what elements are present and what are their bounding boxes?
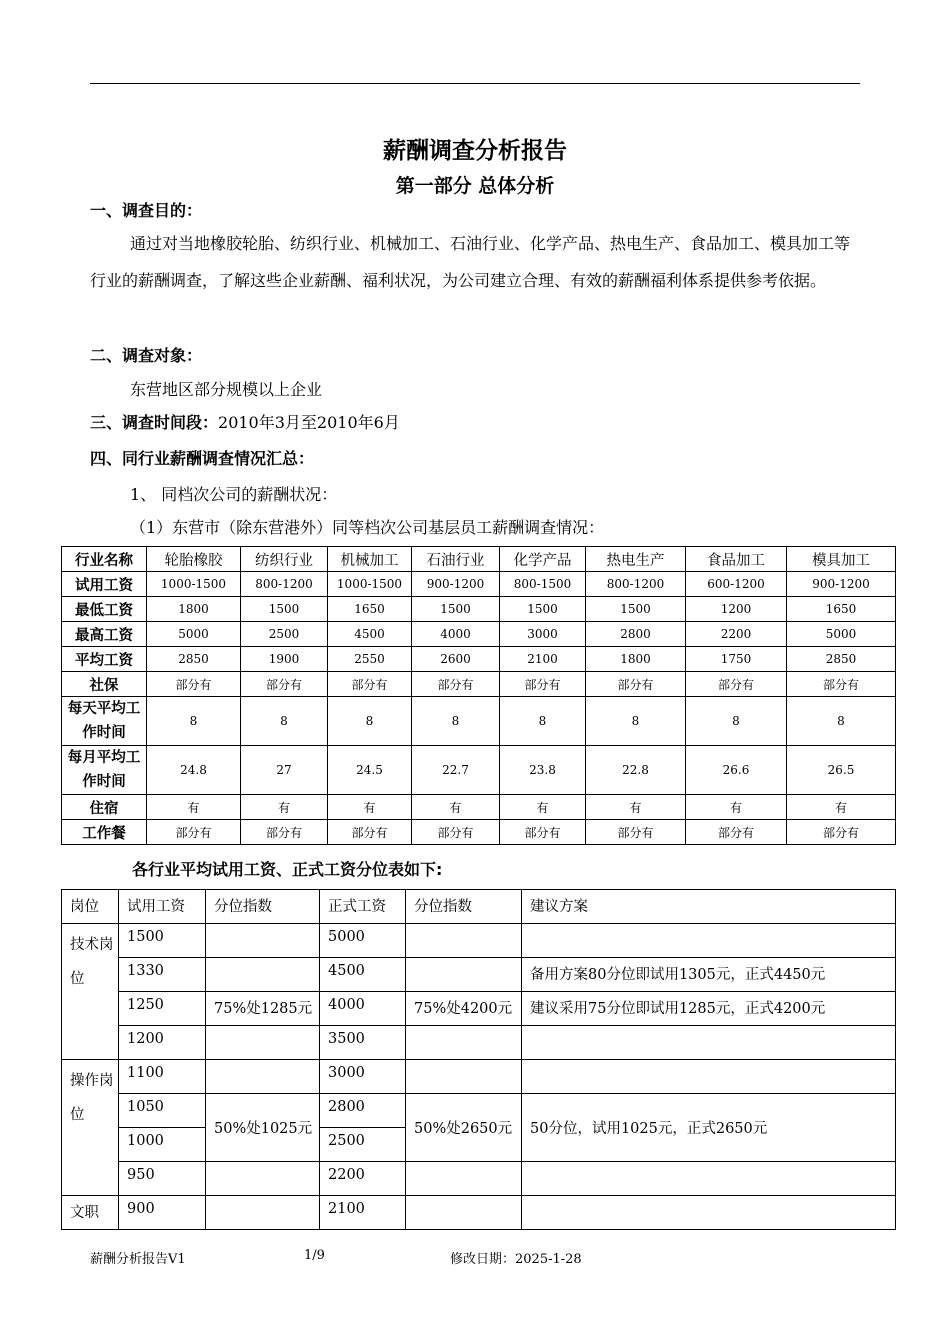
table1-header-cell: 纺织行业 (241, 547, 328, 572)
table1-cell: 部分有 (586, 820, 686, 845)
document-subtitle: 第一部分 总体分析 (395, 175, 555, 197)
table1-cell: 8 (328, 697, 412, 746)
table1-cell: 部分有 (586, 672, 686, 697)
table1-cell: 8 (787, 697, 896, 746)
table1-cell: 4000 (412, 622, 500, 647)
table1-cell: 部分有 (686, 672, 787, 697)
empty-cell (206, 1026, 320, 1060)
formal-salary-cell: 3000 (320, 1060, 406, 1094)
table1-row (62, 597, 896, 622)
trial-salary-cell: 1100 (119, 1060, 206, 1094)
document-title: 薪酬调查分析报告 (383, 138, 567, 164)
footer-date (450, 1248, 582, 1267)
table1-header-cell: 行业名称 (62, 547, 147, 572)
table1-header-cell: 热电生产 (586, 547, 686, 572)
table1-row (62, 697, 896, 746)
formal-salary-cell: 4500 (320, 958, 406, 992)
table1-cell: 2600 (412, 647, 500, 672)
table1-cell: 部分有 (787, 820, 896, 845)
table1-row-label: 试用工资 (62, 572, 147, 597)
formal-salary-cell: 2800 (320, 1094, 406, 1128)
table1-cell: 8 (147, 697, 241, 746)
empty-cell (406, 1026, 522, 1060)
table1-cell: 1500 (586, 597, 686, 622)
table1-cell: 1800 (147, 597, 241, 622)
table2-row (62, 1094, 896, 1128)
empty-cell (522, 1060, 896, 1094)
table1-cell: 部分有 (328, 820, 412, 845)
table1-cell: 800-1500 (500, 572, 586, 597)
table1-cell: 22.7 (412, 746, 500, 795)
table1-cell: 1750 (686, 647, 787, 672)
table1-cell: 900-1200 (787, 572, 896, 597)
table1-cell: 2200 (686, 622, 787, 647)
section-3-heading: 三、调查时间段： (90, 413, 219, 432)
table1-cell: 600-1200 (686, 572, 787, 597)
table1-cell: 2500 (241, 622, 328, 647)
empty-cell (206, 1162, 320, 1196)
table1-cell: 3000 (500, 622, 586, 647)
table1-cell: 部分有 (412, 820, 500, 845)
industry-salary-table (61, 546, 896, 845)
table2-caption: 各行业平均试用工资、正式工资分位表如下: (132, 860, 443, 879)
table1-cell: 部分有 (147, 672, 241, 697)
table1-cell: 2800 (586, 622, 686, 647)
table2-row (62, 1026, 896, 1060)
table1-cell: 27 (241, 746, 328, 795)
footer-date-label: 修改日期： (450, 1252, 516, 1267)
table2-row (62, 958, 896, 992)
table1-cell: 2850 (147, 647, 241, 672)
table1-cell: 2100 (500, 647, 586, 672)
table1-row-label: 工作餐 (62, 820, 147, 845)
group-label-op: 操作岗位 (62, 1060, 119, 1196)
table1-row (62, 647, 896, 672)
table1-cell: 有 (586, 795, 686, 820)
empty-cell (406, 1162, 522, 1196)
trial-index-50-cell: 50%处1025元 (206, 1094, 320, 1162)
table1-cell: 有 (500, 795, 586, 820)
section-4-heading: 四、同行业薪酬调查情况汇总： (90, 449, 315, 468)
table1-cell: 1900 (241, 647, 328, 672)
table1-cell: 26.5 (787, 746, 896, 795)
plan-backup-cell: 备用方案80分位即试用1305元，正式4450元 (522, 958, 896, 992)
table1-row-label: 每天平均工作时间 (62, 697, 147, 746)
table1-cell: 8 (500, 697, 586, 746)
table1-row-label: 最高工资 (62, 622, 147, 647)
table1-header-cell: 模具加工 (787, 547, 896, 572)
table1-row-label: 住宿 (62, 795, 147, 820)
table2-header: 分位指数 (406, 890, 522, 924)
empty-cell (206, 958, 320, 992)
table1-row (62, 795, 896, 820)
trial-salary-cell: 1050 (119, 1094, 206, 1128)
table1-header-cell: 化学产品 (500, 547, 586, 572)
table1-header-cell: 食品加工 (686, 547, 787, 572)
section-1-body: 通过对当地橡胶轮胎、纺织行业、机械加工、石油行业、化学产品、热电生产、食品加工、模具加工等行业的薪酬调查，了解这些企业薪酬、福利状况，为公司建立合理、有效的薪酬福利体系提供参考依据。 (90, 234, 851, 290)
table1-row-label: 每月平均工作时间 (62, 746, 147, 795)
table2-header: 正式工资 (320, 890, 406, 924)
item-1: 1、 同档次公司的薪酬状况： (130, 485, 338, 504)
table2-header: 分位指数 (206, 890, 320, 924)
table1-cell: 部分有 (241, 820, 328, 845)
section-3 (90, 410, 400, 433)
table1-cell: 1500 (500, 597, 586, 622)
table1-cell: 1500 (241, 597, 328, 622)
table1-cell: 22.8 (586, 746, 686, 795)
table1-cell: 24.8 (147, 746, 241, 795)
table1-cell: 2550 (328, 647, 412, 672)
table1-header-cell: 机械加工 (328, 547, 412, 572)
table1-cell: 有 (686, 795, 787, 820)
trial-salary-cell: 1200 (119, 1026, 206, 1060)
table1-cell: 部分有 (500, 672, 586, 697)
footer-doc-name: 薪酬分析报告V1 (90, 1252, 186, 1267)
table1-cell: 1650 (328, 597, 412, 622)
trial-salary-cell: 1500 (119, 924, 206, 958)
table1-row (62, 572, 896, 597)
trial-salary-cell: 950 (119, 1162, 206, 1196)
table1-cell: 800-1200 (241, 572, 328, 597)
table2-row (62, 924, 896, 958)
formal-salary-cell: 2200 (320, 1162, 406, 1196)
empty-cell (522, 1196, 896, 1230)
empty-cell (522, 1026, 896, 1060)
empty-cell (406, 924, 522, 958)
empty-cell (406, 1196, 522, 1230)
empty-cell (206, 1060, 320, 1094)
table1-cell: 900-1200 (412, 572, 500, 597)
plan-50-cell: 50分位，试用1025元，正式2650元 (522, 1094, 896, 1162)
formal-salary-cell: 4000 (320, 992, 406, 1026)
table1-cell: 1000-1500 (328, 572, 412, 597)
formal-salary-cell: 3500 (320, 1026, 406, 1060)
table1-cell: 8 (241, 697, 328, 746)
empty-cell (522, 1162, 896, 1196)
formal-salary-cell: 2100 (320, 1196, 406, 1230)
table1-cell: 24.5 (328, 746, 412, 795)
formal-index-50-cell: 50%处2650元 (406, 1094, 522, 1162)
table1-cell: 26.6 (686, 746, 787, 795)
table1-row (62, 820, 896, 845)
table1-cell: 有 (328, 795, 412, 820)
empty-cell (206, 924, 320, 958)
group-label-tech: 技术岗位 (62, 924, 119, 1060)
section-2-text: 东营地区部分规模以上企业 (130, 380, 323, 399)
table1-cell: 8 (686, 697, 787, 746)
table2-row (62, 1162, 896, 1196)
empty-cell (206, 1196, 320, 1230)
table1-cell: 部分有 (412, 672, 500, 697)
table1-cell: 1000-1500 (147, 572, 241, 597)
item-1a: （1）东营市（除东营港外）同等档次公司基层员工薪酬调查情况： (130, 518, 605, 537)
section-1-text (90, 225, 862, 299)
table1-cell: 8 (586, 697, 686, 746)
trial-salary-cell: 1000 (119, 1128, 206, 1162)
table1-cell: 800-1200 (586, 572, 686, 597)
formal-index-75-cell: 75%处4200元 (406, 992, 522, 1026)
table1-cell: 5000 (147, 622, 241, 647)
table1-cell: 有 (147, 795, 241, 820)
footer-page-number: 1/9 (304, 1248, 325, 1263)
formal-salary-cell: 2500 (320, 1128, 406, 1162)
table2-row (62, 1196, 896, 1230)
table1-header-cell: 石油行业 (412, 547, 500, 572)
table1-row-label: 平均工资 (62, 647, 147, 672)
table2-header-row (62, 890, 896, 924)
table1-cell: 5000 (787, 622, 896, 647)
formal-salary-cell: 5000 (320, 924, 406, 958)
table1-row (62, 746, 896, 795)
table1-cell: 23.8 (500, 746, 586, 795)
table1-cell: 有 (412, 795, 500, 820)
table1-header-row (62, 547, 896, 572)
empty-cell (406, 1060, 522, 1094)
table1-cell: 有 (787, 795, 896, 820)
section-2-heading: 二、调查对象： (90, 346, 203, 365)
trial-index-75-cell: 75%处1285元 (206, 992, 320, 1026)
plan-recommend-cell: 建议采用75分位即试用1285元，正式4200元 (522, 992, 896, 1026)
empty-cell (406, 958, 522, 992)
trial-salary-cell: 1250 (119, 992, 206, 1026)
table1-cell: 部分有 (147, 820, 241, 845)
table1-cell: 部分有 (328, 672, 412, 697)
table2-header: 建议方案 (522, 890, 896, 924)
table1-row (62, 672, 896, 697)
table1-cell: 部分有 (787, 672, 896, 697)
table1-row-label: 最低工资 (62, 597, 147, 622)
table1-cell: 部分有 (500, 820, 586, 845)
table1-cell: 2850 (787, 647, 896, 672)
table1-cell: 有 (241, 795, 328, 820)
table1-row (62, 622, 896, 647)
trial-salary-cell: 1330 (119, 958, 206, 992)
empty-cell (522, 924, 896, 958)
table1-header-cell: 轮胎橡胶 (147, 547, 241, 572)
section-1-heading: 一、调查目的： (90, 201, 203, 220)
table2-header: 岗位 (62, 890, 119, 924)
table1-cell: 1800 (586, 647, 686, 672)
table2-header: 试用工资 (119, 890, 206, 924)
table1-cell: 1200 (686, 597, 787, 622)
table1-cell: 部分有 (241, 672, 328, 697)
trial-salary-cell: 900 (119, 1196, 206, 1230)
table1-cell: 部分有 (686, 820, 787, 845)
percentile-table (61, 889, 896, 1230)
footer-date-value: 2025-1-28 (515, 1252, 582, 1267)
table1-cell: 1500 (412, 597, 500, 622)
table1-cell: 8 (412, 697, 500, 746)
table1-cell: 1650 (787, 597, 896, 622)
table1-cell: 4500 (328, 622, 412, 647)
table1-row-label: 社保 (62, 672, 147, 697)
group-label-clerk: 文职 (62, 1196, 119, 1230)
table2-row (62, 992, 896, 1026)
header-rule (90, 83, 860, 84)
section-3-text: 2010年3月至2010年6月 (218, 413, 400, 432)
table2-row (62, 1060, 896, 1094)
